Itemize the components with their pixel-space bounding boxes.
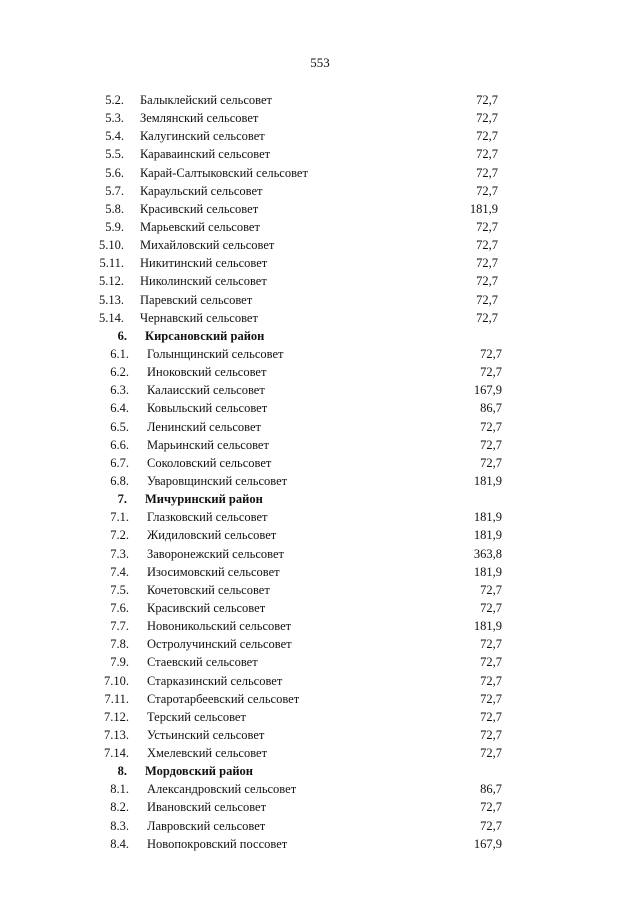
- council-name: Изосимовский сельсовет: [147, 564, 280, 579]
- amount-value: 363,8: [473, 546, 502, 561]
- council-name: Лавровский сельсовет: [147, 818, 266, 833]
- council-name: Балыклейский сельсовет: [140, 93, 272, 107]
- table-row: [0, 653, 640, 671]
- amount-value: 72,7: [476, 147, 498, 162]
- council-name: Марьинский сельсовет: [147, 437, 269, 452]
- table-row: [0, 708, 640, 726]
- amount-value: 181,9: [473, 473, 502, 488]
- council-name: Землянский сельсовет: [140, 111, 259, 126]
- row-number: 5.3.: [105, 111, 124, 126]
- row-number: 7.11.: [104, 691, 129, 706]
- amount-value: 72,7: [476, 274, 498, 289]
- amount-value: 72,7: [480, 455, 502, 470]
- row-number: 6.7.: [110, 455, 129, 470]
- council-name: Терский сельсовет: [147, 709, 246, 724]
- amount-value: 72,7: [480, 655, 502, 670]
- district-name: Мичуринский район: [145, 492, 263, 507]
- row-number: 5.10.: [99, 238, 124, 253]
- table-row: [0, 635, 640, 653]
- row-number: 5.9.: [105, 219, 124, 234]
- amount-value: 72,7: [480, 800, 502, 815]
- row-number: 5.5.: [105, 147, 124, 162]
- table-row: [0, 454, 640, 472]
- row-number: 8.2.: [110, 800, 129, 815]
- table-row: [0, 526, 640, 544]
- row-number: 7.8.: [110, 637, 129, 652]
- allocation-table: [0, 91, 640, 853]
- amount-value: 72,7: [480, 582, 502, 597]
- amount-value: 72,7: [476, 93, 498, 107]
- row-number: 7.: [117, 492, 127, 507]
- council-name: Паревский сельсовет: [140, 292, 253, 307]
- amount-value: 181,9: [473, 528, 502, 543]
- council-name: Соколовский сельсовет: [147, 455, 272, 470]
- row-number: 7.12.: [104, 709, 129, 724]
- table-row: [0, 272, 640, 290]
- council-name: Уваровщинский сельсовет: [147, 473, 288, 488]
- table-row: [0, 744, 640, 762]
- amount-value: 72,7: [476, 129, 498, 144]
- council-name: Ивановский сельсовет: [147, 800, 267, 815]
- amount-value: 72,7: [480, 709, 502, 724]
- row-number: 5.14.: [99, 310, 124, 325]
- row-number: 5.13.: [99, 292, 124, 307]
- district-heading-row: [0, 327, 640, 345]
- council-name: Новоникольский сельсовет: [147, 619, 292, 634]
- table-row: [0, 182, 640, 200]
- table-row: [0, 436, 640, 454]
- amount-value: 72,7: [476, 310, 498, 325]
- row-number: 5.4.: [105, 129, 124, 144]
- row-number: 7.6.: [110, 600, 129, 615]
- row-number: 7.7.: [110, 619, 129, 634]
- table-row: [0, 399, 640, 417]
- table-row: [0, 91, 640, 109]
- amount-value: 72,7: [480, 346, 502, 361]
- row-number: 5.11.: [99, 256, 124, 271]
- row-number: 5.8.: [105, 201, 124, 216]
- row-number: 7.3.: [110, 546, 129, 561]
- amount-value: 72,7: [480, 727, 502, 742]
- council-name: Караульский сельсовет: [140, 183, 263, 198]
- table-row: [0, 145, 640, 163]
- table-row: [0, 599, 640, 617]
- council-name: Устьинский сельсовет: [147, 727, 265, 742]
- amount-value: 72,7: [476, 219, 498, 234]
- row-number: 5.7.: [105, 183, 124, 198]
- amount-value: 72,7: [476, 292, 498, 307]
- table-row: [0, 545, 640, 563]
- council-name: Кочетовский сельсовет: [147, 582, 270, 597]
- row-number: 7.13.: [104, 727, 129, 742]
- amount-value: 72,7: [480, 673, 502, 688]
- council-name: Михайловский сельсовет: [140, 238, 275, 253]
- table-row: [0, 581, 640, 599]
- amount-value: 72,7: [476, 256, 498, 271]
- amount-value: 181,9: [473, 564, 502, 579]
- table-row: [0, 798, 640, 816]
- row-number: 6.1.: [110, 346, 129, 361]
- row-number: 7.10.: [104, 673, 129, 688]
- amount-value: 167,9: [473, 383, 502, 398]
- table-row: [0, 817, 640, 835]
- row-number: 7.5.: [110, 582, 129, 597]
- district-name: Кирсановский район: [145, 328, 265, 343]
- district-name: Мордовский район: [145, 764, 253, 779]
- council-name: Стаевский сельсовет: [147, 655, 258, 670]
- council-name: Глазковский сельсовет: [147, 510, 268, 525]
- row-number: 8.1.: [110, 782, 129, 797]
- amount-value: 181,9: [469, 201, 498, 216]
- row-number: 7.1.: [110, 510, 129, 525]
- table-row: [0, 236, 640, 254]
- row-number: 8.4.: [110, 836, 129, 851]
- row-number: 6.8.: [110, 473, 129, 488]
- table-row: [0, 309, 640, 327]
- table-row: [0, 563, 640, 581]
- amount-value: 72,7: [480, 691, 502, 706]
- council-name: Красивский сельсовет: [147, 600, 266, 615]
- amount-value: 72,7: [480, 637, 502, 652]
- table-row: [0, 345, 640, 363]
- council-name: Хмелевский сельсовет: [147, 746, 268, 761]
- council-name: Караваинский сельсовет: [140, 147, 271, 162]
- table-row: [0, 218, 640, 236]
- row-number: 6.4.: [110, 401, 129, 416]
- council-name: Голынщинский сельсовет: [147, 346, 284, 361]
- amount-value: 72,7: [476, 238, 498, 253]
- council-name: Карай-Салтыковский сельсовет: [140, 165, 308, 180]
- table-row: [0, 472, 640, 490]
- row-number: 5.12.: [99, 274, 124, 289]
- table-row: [0, 508, 640, 526]
- table-row: [0, 381, 640, 399]
- amount-value: 72,7: [476, 183, 498, 198]
- council-name: Марьевский сельсовет: [140, 219, 260, 234]
- table-row: [0, 418, 640, 436]
- council-name: Красивский сельсовет: [140, 201, 259, 216]
- table-row: [0, 127, 640, 145]
- council-name: Остролучинский сельсовет: [147, 637, 292, 652]
- table-row: [0, 254, 640, 272]
- row-number: 5.6.: [105, 165, 124, 180]
- table-row: [0, 109, 640, 127]
- amount-value: 72,7: [480, 746, 502, 761]
- amount-value: 72,7: [476, 165, 498, 180]
- council-name: Никитинский сельсовет: [140, 256, 268, 271]
- council-name: Ковыльский сельсовет: [147, 401, 268, 416]
- table-row: [0, 690, 640, 708]
- council-name: Николинский сельсовет: [140, 274, 267, 289]
- row-number: 7.9.: [110, 655, 129, 670]
- row-number: 5.2.: [105, 93, 124, 107]
- table-row: [0, 200, 640, 218]
- council-name: Калаисский сельсовет: [147, 383, 265, 398]
- row-number: 7.2.: [110, 528, 129, 543]
- amount-value: 72,7: [480, 600, 502, 615]
- council-name: Калугинский сельсовет: [140, 129, 265, 144]
- row-number: 6.5.: [110, 419, 129, 434]
- row-number: 6.2.: [110, 365, 129, 380]
- amount-value: 167,9: [473, 836, 502, 851]
- council-name: Александровский сельсовет: [147, 782, 297, 797]
- amount-value: 86,7: [480, 782, 502, 797]
- page-number: 553: [310, 55, 330, 70]
- table-row: [0, 726, 640, 744]
- council-name: Старотарбеевский сельсовет: [147, 691, 300, 706]
- table-row: [0, 164, 640, 182]
- table-row: [0, 835, 640, 853]
- council-name: Заворонежский сельсовет: [147, 546, 284, 561]
- row-number: 6.3.: [110, 383, 129, 398]
- amount-value: 181,9: [473, 619, 502, 634]
- council-name: Ленинский сельсовет: [147, 419, 261, 434]
- amount-value: 86,7: [480, 401, 502, 416]
- amount-value: 72,7: [480, 365, 502, 380]
- table-row: [0, 363, 640, 381]
- row-number: 6.6.: [110, 437, 129, 452]
- council-name: Новопокровский поссовет: [147, 836, 288, 851]
- amount-value: 72,7: [480, 419, 502, 434]
- row-number: 8.3.: [110, 818, 129, 833]
- amount-value: 72,7: [480, 818, 502, 833]
- row-number: 7.14.: [104, 746, 129, 761]
- row-number: 6.: [117, 328, 127, 343]
- council-name: Жидиловский сельсовет: [147, 528, 277, 543]
- amount-value: 72,7: [480, 437, 502, 452]
- table-row: [0, 780, 640, 798]
- table-row: [0, 617, 640, 635]
- table-row: [0, 291, 640, 309]
- amount-value: 181,9: [473, 510, 502, 525]
- district-heading-row: [0, 762, 640, 780]
- row-number: 8.: [117, 764, 127, 779]
- row-number: 7.4.: [110, 564, 129, 579]
- council-name: Чернавский сельсовет: [140, 310, 258, 325]
- table-row: [0, 672, 640, 690]
- council-name: Старказинский сельсовет: [147, 673, 283, 688]
- district-heading-row: [0, 490, 640, 508]
- council-name: Иноковский сельсовет: [147, 365, 267, 380]
- amount-value: 72,7: [476, 111, 498, 126]
